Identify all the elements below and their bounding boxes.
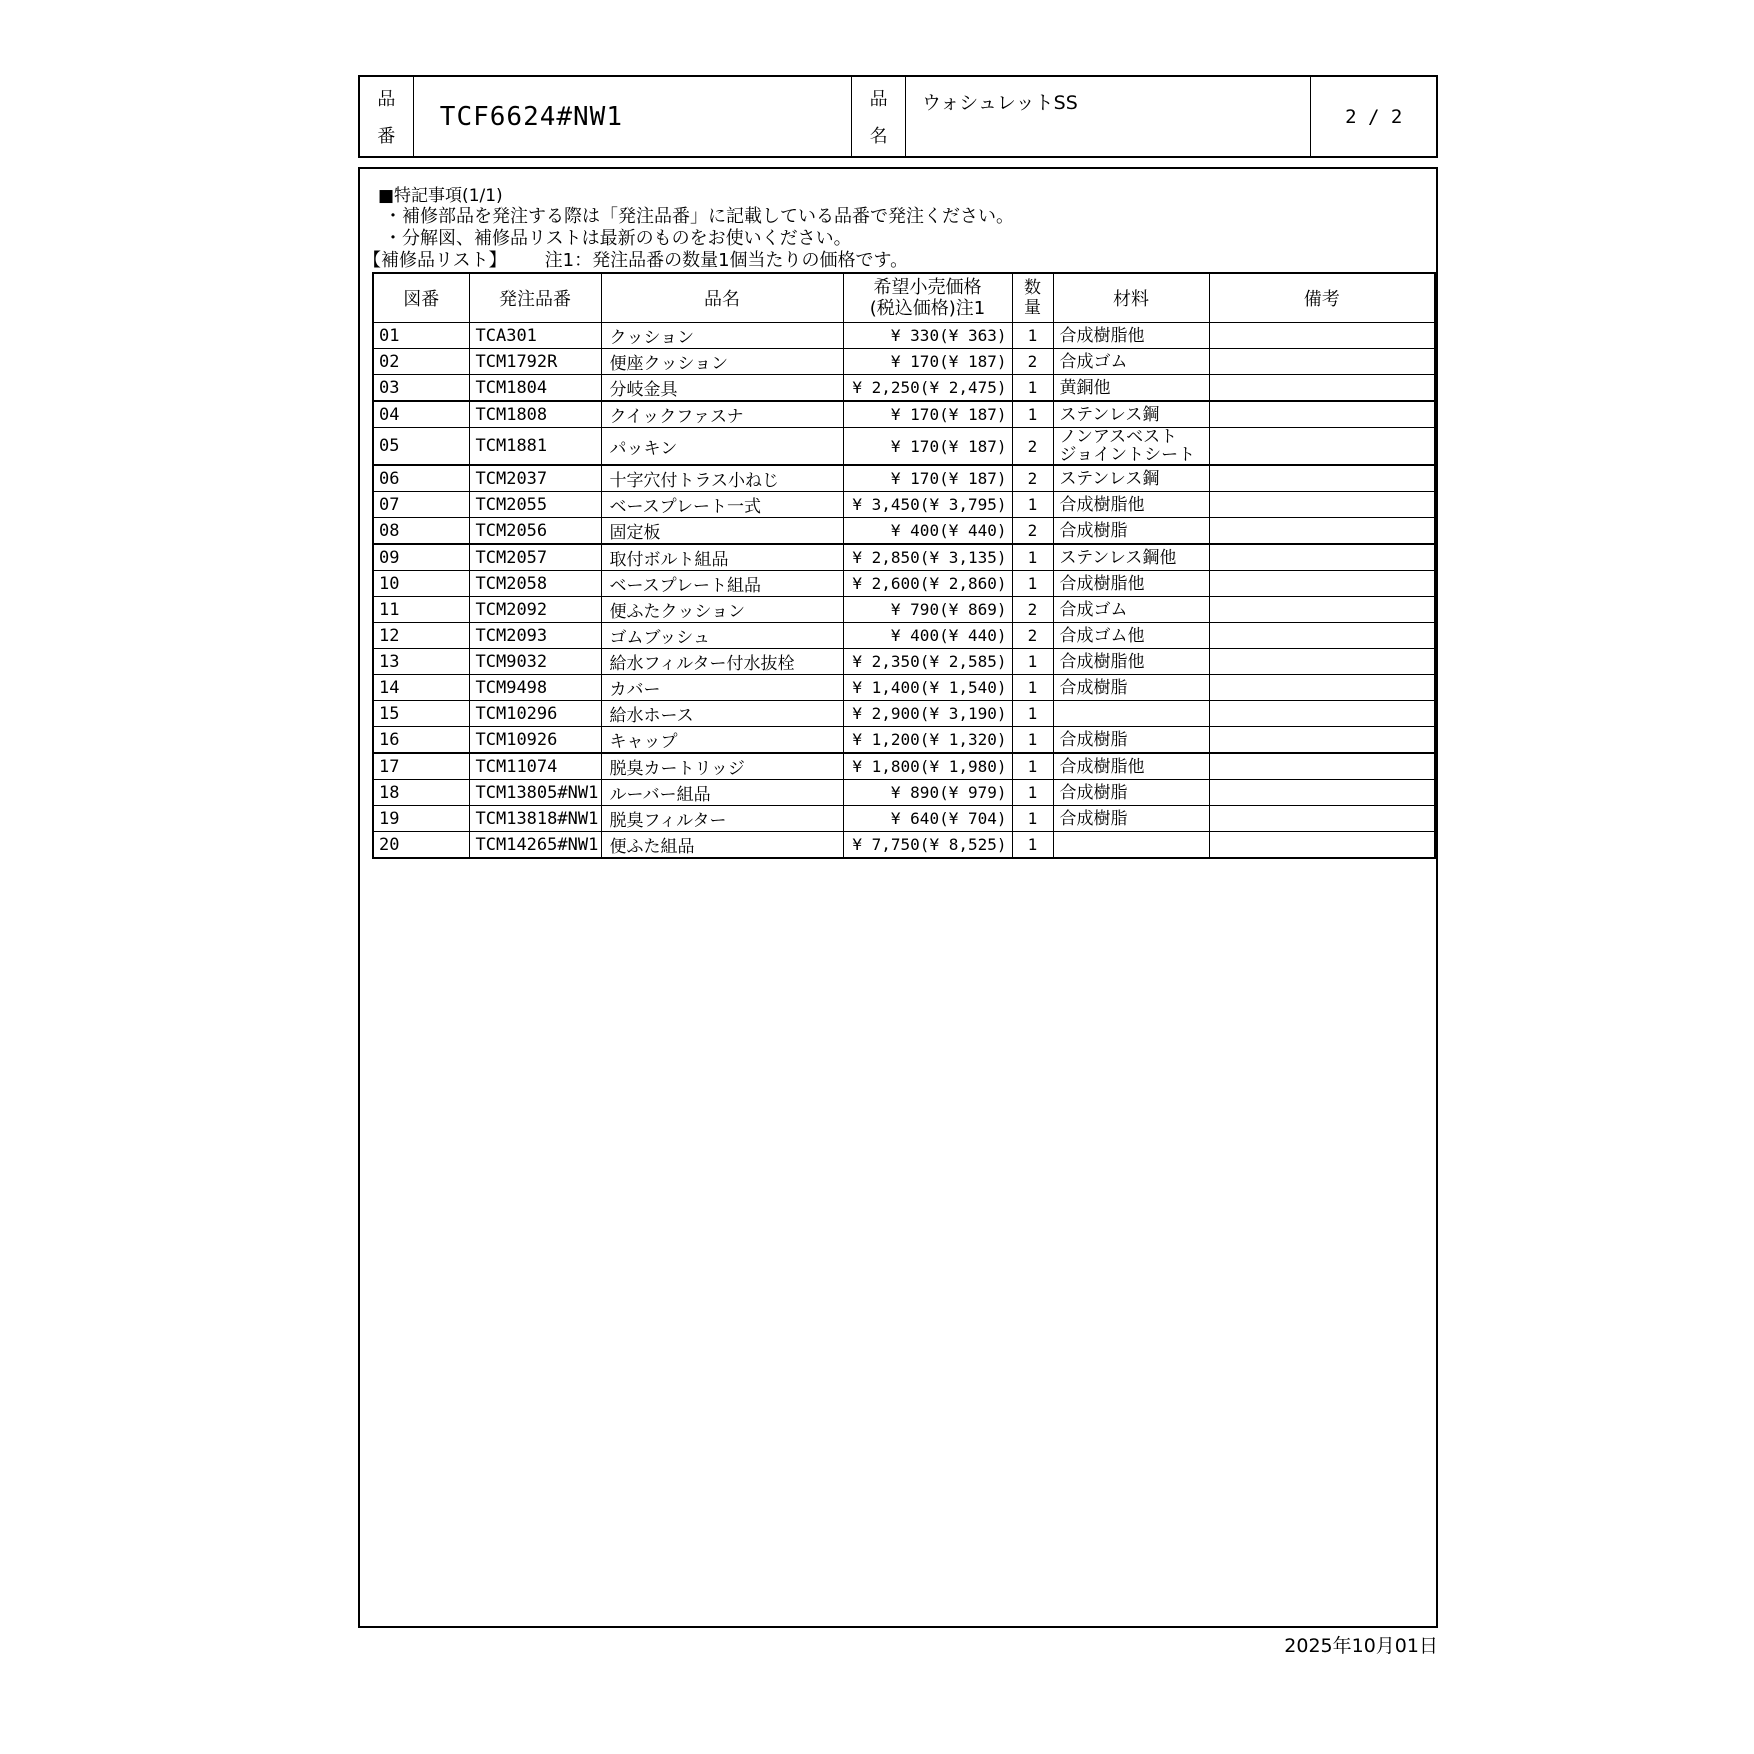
- table-row: [373, 675, 1435, 701]
- cell-part-name: ゴムブッシュ: [601, 623, 843, 649]
- cell-material: [1053, 375, 1209, 402]
- cell-fig-no: 05: [373, 428, 469, 466]
- cell-price: ¥ 790(¥ 869): [843, 597, 1012, 623]
- cell-fig-no: 06: [373, 465, 469, 492]
- cell-price: ¥ 170(¥ 187): [843, 349, 1012, 375]
- cell-price: ¥ 170(¥ 187): [843, 401, 1012, 428]
- col-header-qty-char1: 数: [1024, 278, 1041, 298]
- col-header-price: [843, 273, 1012, 323]
- table-row: [373, 349, 1435, 375]
- cell-order-no: TCM2057: [469, 544, 601, 571]
- cell-material-line1: 合成樹脂: [1059, 808, 1128, 829]
- cell-fig-no: 04: [373, 401, 469, 428]
- cell-remarks: [1209, 428, 1435, 466]
- table-row: [373, 727, 1435, 754]
- cell-material-line1: 合成樹脂他: [1059, 494, 1145, 515]
- cell-remarks: [1209, 571, 1435, 597]
- col-header-price-line1: 希望小売価格: [873, 277, 982, 298]
- cell-order-no: TCM9498: [469, 675, 601, 701]
- cell-part-name: カバー: [601, 675, 843, 701]
- cell-price: ¥ 640(¥ 704): [843, 806, 1012, 832]
- cell-order-no: TCM2092: [469, 597, 601, 623]
- cell-material-line1: 合成ゴム他: [1059, 625, 1145, 646]
- cell-price: ¥ 2,900(¥ 3,190): [843, 701, 1012, 727]
- cell-material: [1053, 701, 1209, 727]
- cell-price: ¥ 1,400(¥ 1,540): [843, 675, 1012, 701]
- cell-price: ¥ 7,750(¥ 8,525): [843, 832, 1012, 859]
- cell-part-name: 十字穴付トラス小ねじ: [601, 465, 843, 492]
- title-block: [358, 75, 1438, 158]
- cell-remarks: [1209, 349, 1435, 375]
- cell-part-name: 脱臭カートリッジ: [601, 753, 843, 780]
- cell-remarks: [1209, 623, 1435, 649]
- table-row: [373, 544, 1435, 571]
- cell-price: ¥ 170(¥ 187): [843, 428, 1012, 466]
- cell-qty: 2: [1012, 428, 1053, 466]
- cell-material: [1053, 401, 1209, 428]
- table-row: [373, 323, 1435, 349]
- cell-qty: 2: [1012, 597, 1053, 623]
- table-row: [373, 465, 1435, 492]
- repair-parts-list-title: 【補修品リスト】: [363, 250, 507, 271]
- table-row: [373, 428, 1435, 466]
- col-header-remarks: 備考: [1209, 273, 1435, 323]
- cell-material: [1053, 780, 1209, 806]
- cell-order-no: TCM2037: [469, 465, 601, 492]
- cell-part-name: ルーバー組品: [601, 780, 843, 806]
- cell-part-name: 固定板: [601, 518, 843, 545]
- cell-fig-no: 14: [373, 675, 469, 701]
- col-header-fig-no: 図番: [373, 273, 469, 323]
- cell-fig-no: 03: [373, 375, 469, 402]
- cell-remarks: [1209, 401, 1435, 428]
- cell-qty: 1: [1012, 727, 1053, 754]
- product-name-value: ウォシュレットSS: [906, 77, 1311, 156]
- cell-material-line1: 合成ゴム: [1059, 599, 1128, 620]
- cell-material: [1053, 727, 1209, 754]
- cell-part-name: ベースプレート組品: [601, 571, 843, 597]
- cell-remarks: [1209, 727, 1435, 754]
- cell-qty: 1: [1012, 780, 1053, 806]
- cell-qty: 1: [1012, 753, 1053, 780]
- table-row: [373, 780, 1435, 806]
- cell-material-line1: ステンレス鋼: [1059, 468, 1160, 489]
- cell-fig-no: 10: [373, 571, 469, 597]
- cell-material: [1053, 597, 1209, 623]
- cell-price: ¥ 2,850(¥ 3,135): [843, 544, 1012, 571]
- cell-fig-no: 15: [373, 701, 469, 727]
- cell-material-line1: ノンアスベスト: [1059, 427, 1178, 447]
- cell-order-no: TCM10296: [469, 701, 601, 727]
- cell-order-no: TCM1792R: [469, 349, 601, 375]
- cell-price: ¥ 890(¥ 979): [843, 780, 1012, 806]
- cell-material: [1053, 349, 1209, 375]
- cell-qty: 1: [1012, 323, 1053, 349]
- cell-part-name: クッション: [601, 323, 843, 349]
- cell-qty: 2: [1012, 623, 1053, 649]
- cell-price: ¥ 1,800(¥ 1,980): [843, 753, 1012, 780]
- cell-price: ¥ 400(¥ 440): [843, 623, 1012, 649]
- cell-remarks: [1209, 806, 1435, 832]
- cell-remarks: [1209, 465, 1435, 492]
- cell-qty: 1: [1012, 832, 1053, 859]
- cell-order-no: TCM11074: [469, 753, 601, 780]
- cell-fig-no: 08: [373, 518, 469, 545]
- cell-remarks: [1209, 544, 1435, 571]
- parts-table: [372, 272, 1436, 859]
- table-row: [373, 492, 1435, 518]
- cell-fig-no: 17: [373, 753, 469, 780]
- cell-price: ¥ 2,350(¥ 2,585): [843, 649, 1012, 675]
- cell-order-no: TCA301: [469, 323, 601, 349]
- cell-material-line1: 合成樹脂他: [1059, 573, 1145, 594]
- cell-price: ¥ 3,450(¥ 3,795): [843, 492, 1012, 518]
- cell-qty: 2: [1012, 465, 1053, 492]
- table-row: [373, 401, 1435, 428]
- table-row: [373, 623, 1435, 649]
- cell-qty: 2: [1012, 349, 1053, 375]
- cell-material-line1: 合成樹脂: [1059, 782, 1128, 803]
- product-name-label-char2: 名: [869, 126, 888, 147]
- col-header-qty-char2: 量: [1024, 298, 1041, 318]
- cell-fig-no: 11: [373, 597, 469, 623]
- cell-fig-no: 13: [373, 649, 469, 675]
- cell-remarks: [1209, 675, 1435, 701]
- cell-price: ¥ 400(¥ 440): [843, 518, 1012, 545]
- cell-qty: 1: [1012, 701, 1053, 727]
- cell-qty: 1: [1012, 375, 1053, 402]
- cell-part-name: 給水フィルター付水抜栓: [601, 649, 843, 675]
- table-row: [373, 701, 1435, 727]
- cell-remarks: [1209, 753, 1435, 780]
- cell-material-line1: ステンレス鋼他: [1059, 547, 1177, 568]
- special-notes-line1: ・補修部品を発注する際は「発注品番」に記載している品番で発注ください。: [384, 206, 1014, 227]
- cell-qty: 1: [1012, 571, 1053, 597]
- cell-part-name: キャップ: [601, 727, 843, 754]
- cell-order-no: TCM2055: [469, 492, 601, 518]
- cell-material-line1: 合成樹脂他: [1059, 325, 1145, 346]
- cell-part-name: 取付ボルト組品: [601, 544, 843, 571]
- cell-price: ¥ 2,600(¥ 2,860): [843, 571, 1012, 597]
- table-row: [373, 571, 1435, 597]
- cell-fig-no: 20: [373, 832, 469, 859]
- cell-remarks: [1209, 597, 1435, 623]
- cell-order-no: TCM1804: [469, 375, 601, 402]
- cell-price: ¥ 170(¥ 187): [843, 465, 1012, 492]
- special-notes-title: ■特記事項(1/1): [378, 186, 503, 206]
- price-note: 注1：発注品番の数量1個当たりの価格です。: [544, 250, 909, 271]
- cell-order-no: TCM10926: [469, 727, 601, 754]
- cell-remarks: [1209, 832, 1435, 859]
- cell-material: [1053, 806, 1209, 832]
- cell-part-name: 給水ホース: [601, 701, 843, 727]
- cell-material: [1053, 518, 1209, 545]
- cell-part-name: 便ふたクッション: [601, 597, 843, 623]
- cell-fig-no: 19: [373, 806, 469, 832]
- product-name-label-char1: 品: [869, 89, 888, 110]
- cell-part-name: 分岐金具: [601, 375, 843, 402]
- cell-material-line1: ステンレス鋼: [1059, 404, 1160, 425]
- cell-material: [1053, 492, 1209, 518]
- cell-remarks: [1209, 492, 1435, 518]
- table-row: [373, 806, 1435, 832]
- cell-material-line1: 合成樹脂他: [1059, 756, 1145, 777]
- cell-remarks: [1209, 701, 1435, 727]
- col-header-material: 材料: [1053, 273, 1209, 323]
- cell-price: ¥ 2,250(¥ 2,475): [843, 375, 1012, 402]
- cell-remarks: [1209, 375, 1435, 402]
- cell-remarks: [1209, 518, 1435, 545]
- cell-part-name: 便ふた組品: [601, 832, 843, 859]
- cell-material: [1053, 323, 1209, 349]
- part-number-label-char1: 品: [377, 89, 396, 110]
- cell-order-no: TCM2093: [469, 623, 601, 649]
- col-header-qty: [1012, 273, 1053, 323]
- cell-qty: 2: [1012, 518, 1053, 545]
- repair-parts-list-caption: [363, 246, 908, 272]
- cell-fig-no: 02: [373, 349, 469, 375]
- cell-part-name: 便座クッション: [601, 349, 843, 375]
- cell-material: [1053, 428, 1209, 466]
- cell-material-line1: 合成樹脂: [1059, 729, 1128, 750]
- cell-qty: 1: [1012, 649, 1053, 675]
- cell-material: [1053, 649, 1209, 675]
- col-header-order-no: 発注品番: [469, 273, 601, 323]
- cell-part-name: パッキン: [601, 428, 843, 466]
- page-indicator: 2 / 2: [1345, 105, 1403, 128]
- cell-fig-no: 16: [373, 727, 469, 754]
- special-notes-line2: ・分解図、補修品リストは最新のものをお使いください。: [384, 228, 852, 249]
- cell-remarks: [1209, 780, 1435, 806]
- cell-order-no: TCM13818#NW1: [469, 806, 601, 832]
- table-row: [373, 518, 1435, 545]
- part-number-label: [360, 77, 414, 156]
- cell-order-no: TCM13805#NW1: [469, 780, 601, 806]
- cell-fig-no: 07: [373, 492, 469, 518]
- cell-remarks: [1209, 323, 1435, 349]
- cell-order-no: TCM1881: [469, 428, 601, 466]
- table-row: [373, 753, 1435, 780]
- cell-remarks: [1209, 649, 1435, 675]
- cell-fig-no: 12: [373, 623, 469, 649]
- cell-order-no: TCM1808: [469, 401, 601, 428]
- cell-material-line2: ジョイントシート: [1059, 445, 1196, 465]
- cell-fig-no: 01: [373, 323, 469, 349]
- cell-material: [1053, 623, 1209, 649]
- cell-part-name: 脱臭フィルター: [601, 806, 843, 832]
- cell-qty: 1: [1012, 544, 1053, 571]
- content-frame: [358, 167, 1438, 1628]
- col-header-part-name: 品名: [601, 273, 843, 323]
- cell-material: [1053, 544, 1209, 571]
- table-row: [373, 375, 1435, 402]
- cell-fig-no: 18: [373, 780, 469, 806]
- table-row: [373, 832, 1435, 859]
- parts-table-header-row: [373, 273, 1435, 323]
- cell-material: [1053, 832, 1209, 859]
- cell-material: [1053, 675, 1209, 701]
- cell-material-line1: 合成樹脂: [1059, 677, 1128, 698]
- cell-material: [1053, 753, 1209, 780]
- cell-material-line1: 合成ゴム: [1059, 351, 1128, 372]
- product-name-label: [852, 77, 906, 156]
- cell-qty: 1: [1012, 675, 1053, 701]
- cell-price: ¥ 1,200(¥ 1,320): [843, 727, 1012, 754]
- cell-material: [1053, 571, 1209, 597]
- table-row: [373, 649, 1435, 675]
- cell-material: [1053, 465, 1209, 492]
- cell-order-no: TCM2058: [469, 571, 601, 597]
- issue-date: 2025年10月01日: [1284, 1635, 1438, 1657]
- cell-part-name: ベースプレート一式: [601, 492, 843, 518]
- cell-qty: 1: [1012, 806, 1053, 832]
- cell-order-no: TCM2056: [469, 518, 601, 545]
- cell-material-line1: 黄銅他: [1059, 377, 1111, 398]
- cell-part-name: クイックファスナ: [601, 401, 843, 428]
- cell-qty: 1: [1012, 401, 1053, 428]
- parts-table-body: [373, 323, 1435, 859]
- cell-order-no: TCM14265#NW1: [469, 832, 601, 859]
- col-header-price-line2: (税込価格)注1: [869, 298, 986, 319]
- part-number-value: TCF6624#NW1: [414, 77, 852, 156]
- part-number-label-char2: 番: [377, 126, 396, 147]
- cell-material-line1: 合成樹脂: [1059, 520, 1128, 541]
- cell-price: ¥ 330(¥ 363): [843, 323, 1012, 349]
- cell-material-line1: 合成樹脂他: [1059, 651, 1145, 672]
- cell-qty: 1: [1012, 492, 1053, 518]
- cell-fig-no: 09: [373, 544, 469, 571]
- cell-order-no: TCM9032: [469, 649, 601, 675]
- table-row: [373, 597, 1435, 623]
